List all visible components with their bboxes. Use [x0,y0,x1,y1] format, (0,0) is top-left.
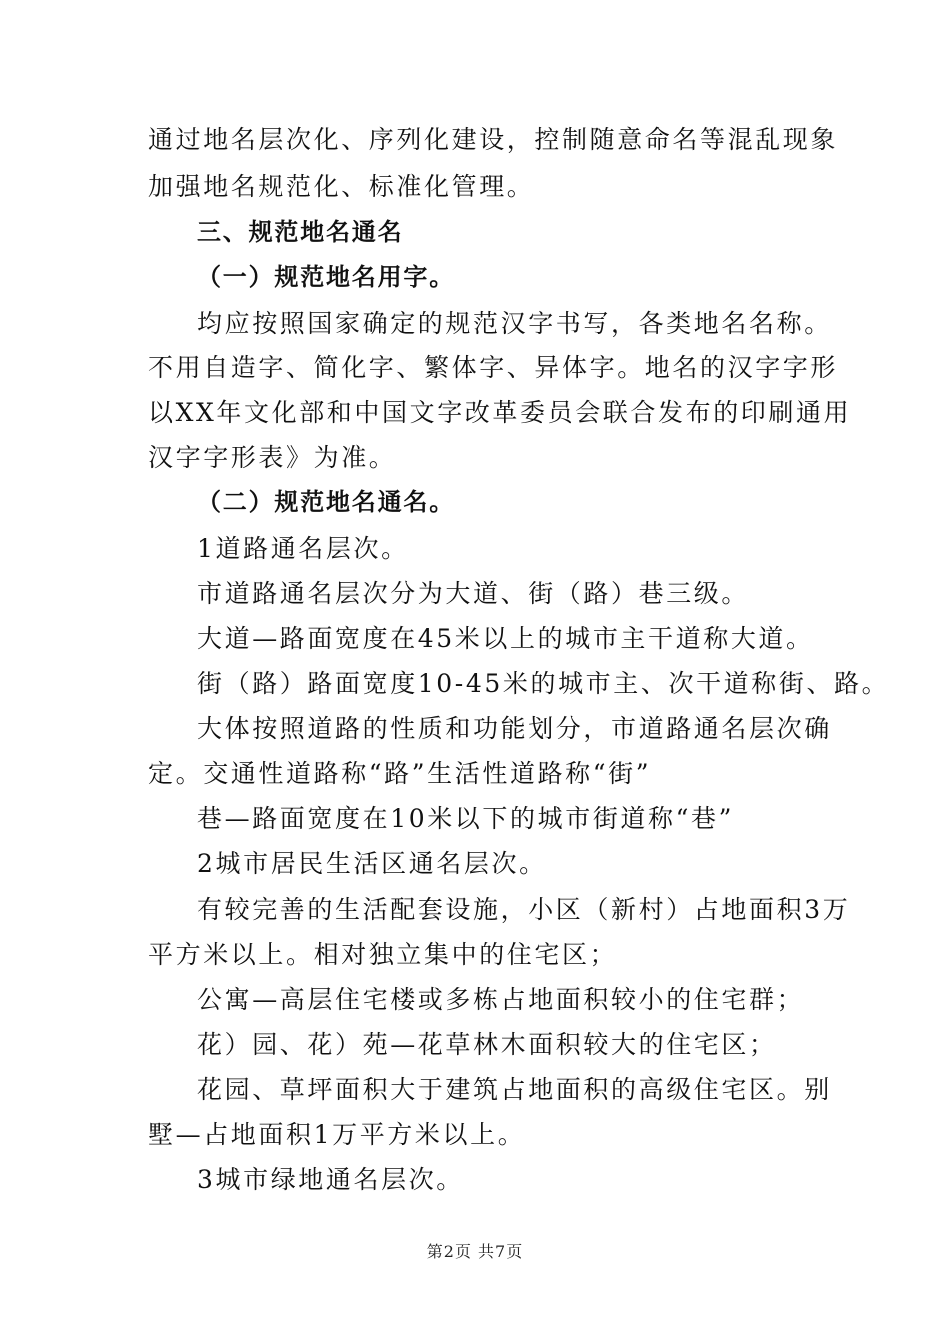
body-line: 花）园、花）苑—花草林木面积较大的住宅区； [197,1030,777,1059]
body-line: 大道—路面宽度在45米以上的城市主干道称大道。 [197,624,814,653]
body-line: 公寓—高层住宅楼或多栋占地面积较小的住宅群； [197,985,805,1014]
body-line: 1道路通名层次。 [197,534,409,563]
body-line: 汉字字形表》为准。 [148,443,397,472]
body-line: 通过地名层次化、序列化建设，控制随意命名等混乱现象 [148,125,839,154]
body-line: 街（路）路面宽度10-45米的城市主、次干道称街、路。 [197,669,890,698]
body-line: 均应按照国家确定的规范汉字书写，各类地名名称。 [197,309,832,338]
body-line: 3城市绿地通名层次。 [197,1165,464,1194]
subsection-heading: （二）规范地名通名。 [197,488,455,516]
body-line: 墅—占地面积1万平方米以上。 [148,1120,526,1149]
body-line: 平方米以上。相对独立集中的住宅区； [148,940,618,969]
body-line: 定。交通性道路称“路”生活性道路称“街” [148,759,652,788]
body-line: 巷—路面宽度在10米以下的城市街道称“巷” [197,804,734,833]
body-line: 有较完善的生活配套设施，小区（新村）占地面积3万 [197,895,851,924]
page-number-footer: 第2页 共7页 [426,1242,524,1261]
body-line: 以XX年文化部和中国文字改革委员会联合发布的印刷通用 [148,398,852,427]
body-line: 2城市居民生活区通名层次。 [197,849,547,878]
body-line: 加强地名规范化、标准化管理。 [148,172,535,201]
body-line: 大体按照道路的性质和功能划分，市道路通名层次确 [197,714,832,743]
subsection-heading: （一）规范地名用字。 [197,263,455,291]
section-heading: 三、规范地名通名 [197,218,404,246]
body-line: 市道路通名层次分为大道、街（路）巷三级。 [197,579,750,608]
body-line: 不用自造字、简化字、繁体字、异体字。地名的汉字字形 [148,353,839,382]
body-line: 花园、草坪面积大于建筑占地面积的高级住宅区。别 [197,1075,832,1104]
